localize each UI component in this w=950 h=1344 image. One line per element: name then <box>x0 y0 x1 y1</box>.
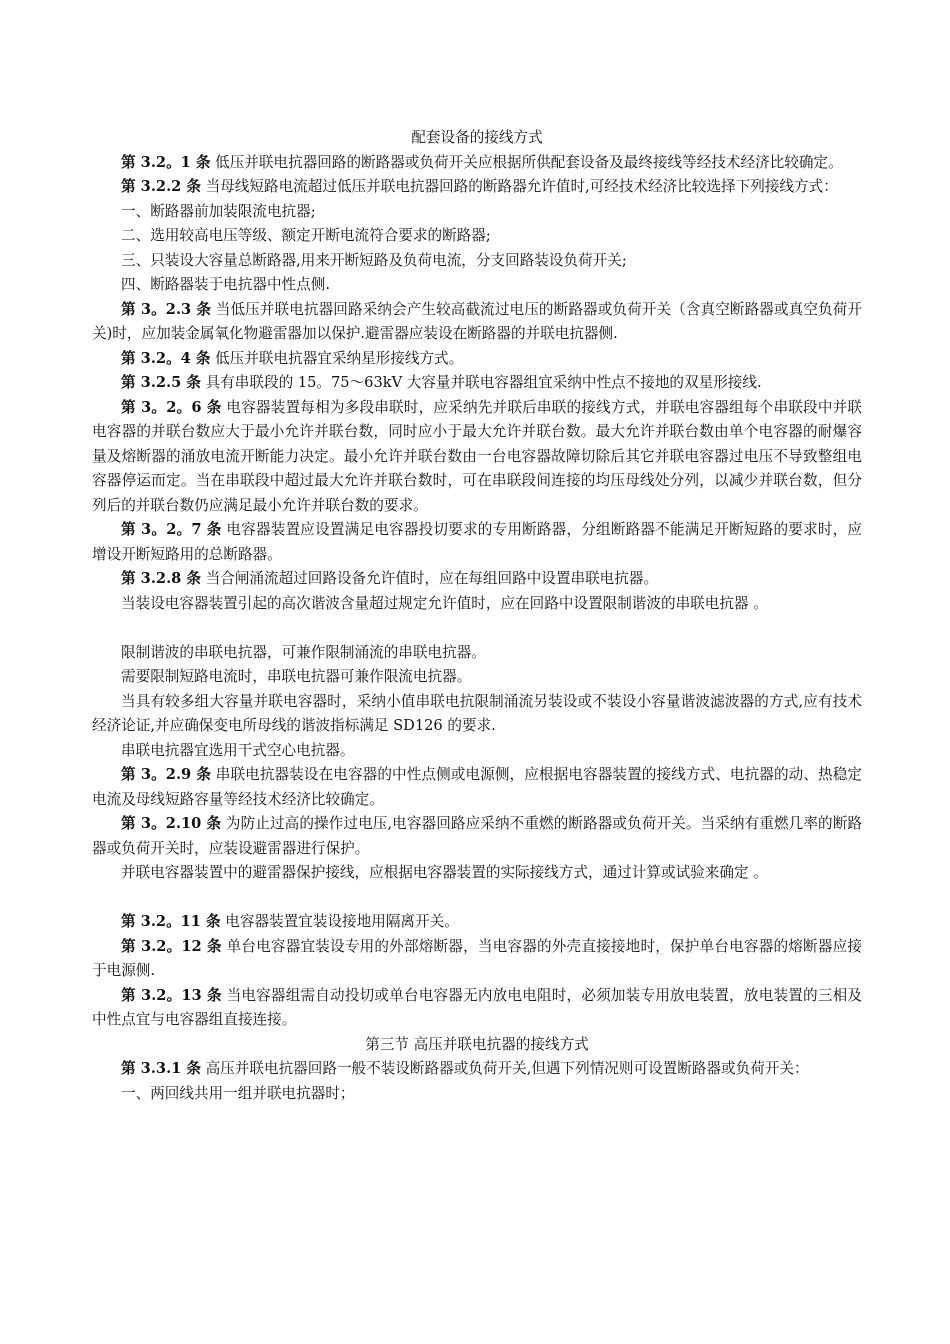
paragraph <box>92 518 862 567</box>
paragraph <box>92 1082 862 1107</box>
article-number: 第 3。2.10 条 <box>121 815 222 832</box>
paragraph-text: 低压并联电抗器宜采纳星形接线方式。 <box>210 349 464 367</box>
paragraph-text: 具有串联段的 15。75～63kV 大容量并联电容器组宜采纳中性点不接地的双星形接线. <box>200 374 762 391</box>
section-heading: 配套设备的接线方式 <box>411 129 543 146</box>
article-number: 第 3.2.2 条 <box>121 178 201 195</box>
paragraph <box>92 861 862 886</box>
paragraph-text: 高压并联电抗器回路一般不装设断路器或负荷开关,但遇下列情况则可设置断路器或负荷开关： <box>200 1060 809 1077</box>
paragraph <box>92 151 862 176</box>
blank-line <box>92 616 862 641</box>
paragraph-text: 当具有较多组大容量并联电容器时，采纳小值串联电抗限制涌流另装设或不装设小容量谐波滤波器的方式,应有技术经济论证,并应确保变电所母线的谐波指标满足 SD126 的要求. <box>92 692 862 734</box>
paragraph <box>92 224 862 249</box>
paragraph-text: 为防止过高的操作过电压,电容器回路应采纳不重燃的断路器或负荷开关。当采纳有重燃几率的断路器或负荷开关时，应装设避雷器进行保护。 <box>92 815 862 857</box>
paragraph-text: 需要限制短路电流时，串联电抗器可兼作限流电抗器。 <box>121 668 472 685</box>
article-number: 第 3。2。7 条 <box>121 521 222 538</box>
article-number: 第 3.2。12 条 <box>121 937 222 955</box>
article-number: 第 3.2.5 条 <box>121 374 201 391</box>
paragraph-text: 电容器装置应设置满足电容器投切要求的专用断路器，分组断路器不能满足开断短路的要求时，应增设开断短路用的总断路器。 <box>92 521 862 563</box>
article-number: 第 3。2.3 条 <box>121 300 212 318</box>
paragraph <box>92 567 862 592</box>
paragraph-text: 当母线短路电流超过低压并联电抗器回路的断路器允许值时,可经技术经济比较选择下列接线方式： <box>200 178 838 195</box>
paragraph-text: 单台电容器宜装设专用的外部熔断器，当电容器的外壳直接接地时，保护单台电容器的熔断器应接于电源侧. <box>92 937 862 979</box>
paragraph <box>92 763 862 812</box>
article-number: 第 3.2。4 条 <box>121 349 211 367</box>
paragraph <box>92 739 862 764</box>
paragraph <box>92 1057 862 1082</box>
paragraph-text: 一、断路器前加装限流电抗器; <box>121 202 316 220</box>
paragraph <box>92 812 862 861</box>
paragraph-text: 三、只装设大容量总断路器,用来开断短路及负荷电流，分支回路装设负荷开关; <box>121 251 627 269</box>
paragraph-text: 串联电抗器装设在电容器的中性点侧或电源侧，应根据电容器装置的接线方式、电抗器的动、热稳定电流及母线短路容量等经技术经济比较确定。 <box>92 766 862 808</box>
paragraph-text: 当装设电容器装置引起的高次谐波含量超过规定允许值时，应在回路中设置限制谐波的串联电抗器 。 <box>121 594 768 612</box>
paragraph-text: 电容器装置宜装设接地用隔离开关。 <box>220 913 459 930</box>
paragraph-text: 四、断路器装于电抗器中性点侧. <box>121 276 330 293</box>
paragraph-text: 限制谐波的串联电抗器，可兼作限制涌流的串联电抗器。 <box>121 643 486 661</box>
paragraph <box>92 175 862 200</box>
paragraph <box>92 273 862 298</box>
paragraph <box>92 935 862 984</box>
article-number: 第 3.2。11 条 <box>121 913 221 930</box>
paragraph-text: 串联电抗器宜选用干式空心电抗器。 <box>121 741 355 759</box>
paragraph <box>92 396 862 519</box>
article-number: 第 3.2。13 条 <box>121 986 222 1004</box>
paragraph-text: 当低压并联电抗器回路采纳会产生较高截流过电压的断路器或负荷开关（含真空断路器或真空负荷开关)时，应加装金属氧化物避雷器加以保护.避雷器应装设在断路器的并联电抗器侧. <box>92 300 862 342</box>
blank-line <box>92 886 862 911</box>
document-body <box>92 151 862 1107</box>
paragraph <box>92 910 862 935</box>
paragraph <box>92 249 862 274</box>
paragraph <box>92 371 862 396</box>
paragraph <box>92 984 862 1033</box>
section-heading: 第三节 高压并联电抗器的接线方式 <box>365 1035 589 1053</box>
article-number: 第 3.2.8 条 <box>121 570 201 587</box>
paragraph-text: 并联电容器装置中的避雷器保护接线，应根据电容器装置的实际接线方式，通过计算或试验来确定 。 <box>121 864 768 881</box>
article-number: 第 3。2。6 条 <box>121 398 222 416</box>
paragraph-text: 当合闸涌流超过回路设备允许值时，应在每组回路中设置串联电抗器。 <box>200 570 659 587</box>
article-number: 第 3.3.1 条 <box>121 1060 201 1077</box>
paragraph <box>92 641 862 666</box>
paragraph-text: 低压并联电抗器回路的断路器或负荷开关应根据所供配套设备及最终接线等经技术经济比较确定。 <box>210 153 843 171</box>
paragraph <box>92 592 862 617</box>
article-number: 第 3.2。1 条 <box>121 153 211 171</box>
paragraph-text: 二、选用较高电压等级、额定开断电流符合要求的断路器; <box>121 227 491 244</box>
paragraph <box>92 298 862 347</box>
paragraph <box>92 347 862 372</box>
article-number: 第 3。2.9 条 <box>121 766 212 783</box>
paragraph-text: 当电容器组需自动投切或单台电容器无内放电电阻时，必须加装专用放电装置，放电装置的三相及中性点宜与电容器组直接连接。 <box>92 986 862 1028</box>
paragraph <box>92 665 862 690</box>
paragraph-text: 一、两回线共用一组并联电抗器时； <box>121 1084 355 1102</box>
paragraph <box>92 690 862 739</box>
document-page <box>92 126 862 1106</box>
paragraph <box>92 200 862 225</box>
paragraph-text: 电容器装置每相为多段串联时，应采纳先并联后串联的接线方式，并联电容器组每个串联段中并联电容器的并联台数应大于最小允许并联台数，同时应小于最大允许并联台数。最大允许并联台数由单个电容器的耐爆容量及熔断器的涌放电流开断能力决定。最小允许并联台数由一台电容器故障切除后其它并联电容器过电压不导致整组电容器停运而定。当在串联段中超过最大允许并联台数时，可在串联段间连接的均压母线处分列，以减少并联台数，但分列后的并联台数仍应满足最小允许并联台数的要求。 <box>92 398 862 514</box>
